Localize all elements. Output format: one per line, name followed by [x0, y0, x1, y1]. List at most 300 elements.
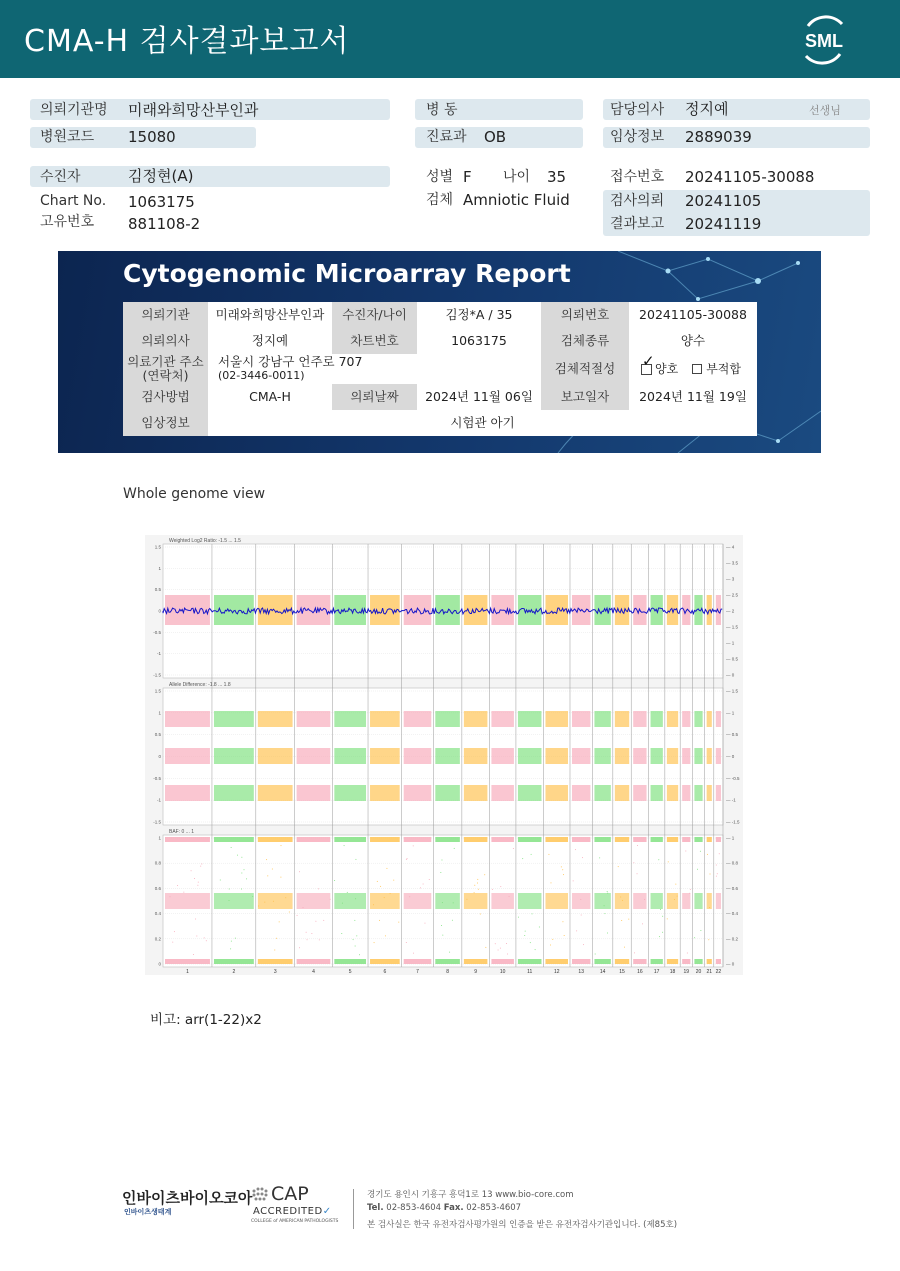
chr-19-baf-top	[682, 837, 690, 842]
brand-subtitle: 인바이츠생태계	[124, 1208, 172, 1216]
chr-1-baf-top	[165, 837, 210, 842]
chr-11-baf-top	[518, 837, 542, 842]
chr-3-baf-top	[258, 837, 293, 842]
clinical-value: 2889039	[685, 128, 752, 146]
chart-header: 차트번호	[332, 328, 417, 354]
brand-name: 인바이츠바이오코아	[122, 1189, 253, 1207]
fax-value: 02-853-4607	[463, 1203, 522, 1213]
chr-10-baf-noise	[498, 949, 499, 950]
chr-21-label: 21	[706, 969, 713, 975]
chart-label: Chart No.	[40, 193, 107, 209]
chr-16-allele-band	[633, 748, 646, 764]
chr-3-baf-noise	[289, 912, 290, 913]
chr-14-baf-noise	[607, 891, 608, 892]
chr-16-baf-noise	[633, 862, 634, 863]
cap-accredited	[253, 1206, 332, 1217]
chr-15-baf-bottom	[615, 959, 629, 964]
patient-name: 김정현(A)	[128, 167, 194, 185]
chr-13-allele-band	[572, 711, 590, 727]
chr-11-log2-band	[518, 595, 542, 625]
chr-17-baf-top	[651, 837, 663, 842]
chr-5-allele-band	[334, 785, 366, 801]
chr-14-baf-noise	[595, 954, 596, 955]
chr-9-baf-bottom	[464, 959, 488, 964]
chr-11-baf-noise	[518, 917, 519, 918]
specimen-value: Amniotic Fluid	[463, 191, 570, 209]
chr-15-allele-band	[615, 711, 629, 727]
footer-certification: 본 검사실은 한국 유전자검사평가원의 인증을 받은 유전자검사기관입니다. (제85호)	[367, 1220, 678, 1230]
chr-6-baf-noise	[385, 935, 386, 936]
ward-label: 병 동	[426, 102, 458, 118]
chr-4-baf-noise	[299, 947, 300, 948]
sml-logo-text: SML	[805, 31, 843, 51]
chr-1-baf-noise	[177, 885, 178, 886]
chr-5-baf-noise	[355, 946, 356, 947]
chr-21-baf-noise	[708, 939, 709, 940]
chr-11-baf-noise	[535, 949, 536, 950]
baf-panel-right-tick: — 0.6	[726, 885, 739, 891]
chr-14-baf-noise	[604, 913, 605, 914]
id-label: 고유번호	[40, 214, 95, 230]
chr-7-baf-noise	[420, 887, 421, 888]
chr-2-baf-noise	[241, 888, 242, 889]
chr-12-label: 12	[553, 969, 560, 975]
chr-12-baf-noise	[548, 854, 549, 855]
log2-ratio-panel-right-tick: — 0	[726, 672, 735, 678]
chr-9-baf-noise	[474, 892, 475, 893]
chr-16-baf-noise	[637, 873, 638, 874]
chr-1-baf-noise	[174, 931, 175, 932]
chr-3-allele-band	[258, 748, 293, 764]
chr-18-baf-top	[667, 837, 678, 842]
chr-12-allele-band	[545, 711, 568, 727]
specimen-type-cell: 양수	[680, 333, 706, 348]
chr-1-baf-noise	[200, 866, 201, 867]
chr-16-baf-bottom	[633, 959, 646, 964]
dept-value: OB	[484, 128, 507, 146]
chart-cell: 1063175	[451, 333, 507, 348]
chr-14-label: 14	[599, 969, 606, 975]
allele-difference-panel-right-tick: — 1	[726, 710, 735, 716]
chr-14-baf-bottom	[594, 959, 610, 964]
chr-2-baf-noise	[237, 855, 238, 856]
chr-2-baf-noise	[220, 879, 221, 880]
address-header-line1: 의료기관 주소	[127, 354, 204, 369]
chr-13-baf-bottom	[572, 959, 590, 964]
chr-3-baf-noise	[285, 897, 286, 898]
chr-9-baf-noise	[478, 889, 479, 890]
chr-20-baf-noise	[700, 851, 701, 852]
patient-label: 수진자	[40, 169, 81, 185]
chr-10-baf-noise	[506, 943, 507, 944]
sex-value: F	[463, 168, 472, 186]
chr-13-allele-band	[572, 748, 590, 764]
sml-logo	[796, 14, 852, 66]
chr-8-baf-noise	[441, 859, 442, 860]
allele-difference-panel-left-tick: -1.5	[153, 819, 161, 825]
chr-2-baf-top	[214, 837, 254, 842]
chr-21-baf-top	[707, 837, 712, 842]
genome-plot	[145, 535, 743, 975]
chr-1-baf-noise	[194, 878, 195, 879]
hospital-value: 미래와희망산부인과	[128, 101, 259, 119]
chr-20-baf-mid	[694, 893, 702, 909]
genome-plot-svg	[145, 535, 743, 975]
chr-6-baf-top	[370, 837, 400, 842]
chr-6-allele-band	[370, 748, 400, 764]
chr-4-baf-noise	[299, 871, 300, 872]
chr-9-baf-mid	[464, 893, 488, 909]
chr-17-label: 17	[653, 969, 660, 975]
chr-7-baf-noise	[413, 953, 414, 954]
chr-14-baf-top	[594, 837, 610, 842]
tel-label: Tel.	[367, 1203, 384, 1213]
allele-difference-panel-title: Allele Difference: -1.8 ... 1.8	[169, 682, 231, 688]
chr-5-baf-noise	[353, 939, 354, 940]
chr-8-allele-band	[435, 748, 460, 764]
chr-3-allele-band	[258, 711, 293, 727]
chr-22-baf-noise	[716, 876, 717, 877]
chr-22-baf-top	[716, 837, 721, 842]
chr-10-baf-noise	[513, 848, 514, 849]
chr-12-baf-noise	[561, 866, 562, 867]
chr-20-baf-top	[694, 837, 702, 842]
chr-7-allele-band	[404, 711, 432, 727]
chr-2-allele-band	[214, 748, 254, 764]
chr-19-allele-band	[682, 785, 690, 801]
chr-1-baf-bottom	[165, 959, 210, 964]
chr-22-baf-bottom	[716, 959, 721, 964]
chr-12-baf-mid	[545, 893, 568, 909]
chr-18-baf-noise	[677, 896, 678, 897]
chr-21-baf-bottom	[707, 959, 712, 964]
chr-19-baf-noise	[687, 952, 688, 953]
chr-18-baf-noise	[668, 861, 669, 862]
chr-6-baf-noise	[398, 922, 399, 923]
chr-16-baf-noise	[644, 899, 645, 900]
chr-18-allele-band	[667, 748, 678, 764]
request-date-header: 의뢰날짜	[332, 384, 417, 410]
chr-5-baf-noise	[347, 892, 348, 893]
chr-4-label: 4	[312, 969, 315, 975]
chr-1-baf-noise	[206, 940, 207, 941]
chr-14-baf-noise	[607, 932, 608, 933]
chr-21-allele-band	[707, 748, 712, 764]
chr-6-baf-noise	[386, 868, 387, 869]
chart-value: 1063175	[128, 193, 195, 211]
chr-6-baf-noise	[393, 880, 394, 881]
chr-19-label: 19	[683, 969, 690, 975]
chr-11-baf-noise	[539, 926, 540, 927]
chr-21-allele-band	[707, 711, 712, 727]
baf-panel-right-tick: — 1	[726, 835, 735, 841]
chr-21-baf-noise	[707, 854, 708, 855]
address-header-line2: (연락처)	[142, 368, 189, 383]
chr-1-baf-noise	[197, 885, 198, 886]
chr-8-baf-noise	[449, 952, 450, 953]
fax-label: Fax.	[443, 1203, 464, 1213]
chr-16-label: 16	[637, 969, 643, 975]
patient-age-cell: 김정*A / 35	[445, 307, 513, 322]
log2-ratio-panel-left-tick: -0.5	[153, 629, 161, 635]
chr-5-baf-noise	[359, 954, 360, 955]
chr-9-allele-band	[464, 785, 488, 801]
clinical-cell: 시험관 아기	[450, 415, 515, 430]
log2-ratio-panel-right-tick: — 2	[726, 608, 735, 614]
chr-3-baf-noise	[258, 905, 259, 906]
chr-1-baf-noise	[195, 919, 196, 920]
address-header	[123, 354, 208, 384]
chr-12-baf-noise	[564, 935, 565, 936]
chr-13-baf-noise	[576, 930, 577, 931]
chr-10-baf-noise	[495, 943, 496, 944]
chr-11-baf-noise	[522, 858, 523, 859]
chr-5-baf-bottom	[334, 959, 366, 964]
chr-12-baf-bottom	[545, 959, 568, 964]
log2-ratio-panel-title: Weighted Log2 Ratio: -1.5 ... 1.5	[169, 538, 241, 544]
chr-7-baf-noise	[424, 923, 425, 924]
allele-difference-panel-right-tick: — -0.5	[726, 775, 740, 781]
chr-19-allele-band	[682, 748, 690, 764]
chr-4-baf-noise	[330, 899, 331, 900]
chr-5-baf-noise	[354, 920, 355, 921]
chr-5-baf-noise	[355, 898, 356, 899]
baf-panel-left-tick: 0.6	[154, 885, 161, 891]
receipt-label: 접수번호	[610, 169, 665, 185]
chr-14-baf-mid	[594, 893, 610, 909]
chr-2-baf-noise	[230, 948, 231, 949]
chr-9-baf-noise	[484, 874, 485, 875]
chr-17-baf-noise	[658, 859, 659, 860]
baf-panel-right-tick: — 0	[726, 961, 735, 967]
chr-3-baf-noise	[272, 868, 273, 869]
chr-7-baf-noise	[406, 859, 407, 860]
chr-9-allele-band	[464, 748, 488, 764]
chr-13-baf-noise	[573, 880, 574, 881]
chr-6-baf-noise	[377, 881, 378, 882]
chr-3-baf-bottom	[258, 959, 293, 964]
chr-3-baf-noise	[281, 845, 282, 846]
chr-15-allele-band	[615, 785, 629, 801]
chr-7-baf-mid	[404, 893, 432, 909]
chr-5-baf-noise	[334, 880, 335, 881]
allele-difference-panel-left-tick: -1	[156, 797, 161, 803]
chr-14-baf-noise	[607, 893, 608, 894]
chr-15-baf-noise	[618, 866, 619, 867]
chr-3-baf-noise	[279, 921, 280, 922]
chr-4-baf-noise	[297, 915, 298, 916]
address-phone: (02-3446-0011)	[218, 369, 305, 382]
chr-13-baf-mid	[572, 893, 590, 909]
chr-12-allele-band	[545, 785, 568, 801]
chr-3-label: 3	[273, 969, 277, 975]
patient-row	[30, 166, 390, 187]
chr-13-baf-noise	[575, 849, 576, 850]
chr-12-baf-noise	[562, 921, 563, 922]
chr-2-label: 2	[232, 969, 236, 975]
chr-20-baf-noise	[694, 937, 695, 938]
log2-ratio-panel-left-tick: -1.5	[153, 672, 161, 678]
chr-18-baf-mid	[667, 893, 678, 909]
chr-3-baf-noise	[267, 875, 268, 876]
baf-panel-right-tick: — 0.8	[726, 860, 739, 866]
chr-10-allele-band	[491, 711, 514, 727]
log2-ratio-panel-right-tick: — 1.5	[726, 624, 739, 630]
chr-14-baf-noise	[604, 905, 605, 906]
chr-8-baf-noise	[440, 872, 441, 873]
chr-22-baf-noise	[716, 864, 717, 865]
report-label: 결과보고	[610, 216, 665, 232]
chr-16-baf-top	[633, 837, 646, 842]
chr-8-baf-noise	[442, 902, 443, 903]
chr-2-baf-noise	[243, 869, 244, 870]
chr-7-baf-noise	[406, 942, 407, 943]
chr-22-label: 22	[715, 969, 722, 975]
chr-20-allele-band	[694, 711, 702, 727]
chr-18-allele-band	[667, 785, 678, 801]
cap-text: CAP	[271, 1183, 309, 1205]
chr-17-baf-noise	[662, 932, 663, 933]
chr-13-label: 13	[578, 969, 584, 975]
baf-panel-title: BAF: 0 ... 1	[169, 829, 195, 835]
chr-7-baf-noise	[423, 883, 424, 884]
adequacy-bad-checkbox	[692, 364, 702, 374]
request-no-header: 의뢰번호	[541, 302, 629, 328]
clinical-header: 임상정보	[123, 410, 208, 436]
chr-2-baf-noise	[231, 847, 232, 848]
method-header: 검사방법	[123, 384, 208, 410]
chr-22-baf-noise	[719, 853, 720, 854]
chr-2-baf-bottom	[214, 959, 254, 964]
chr-14-log2-band	[594, 595, 610, 625]
baf-panel-right-tick: — 0.2	[726, 936, 739, 942]
chr-8-label: 8	[446, 969, 449, 975]
chr-15-baf-noise	[624, 947, 625, 948]
chr-2-baf-noise	[229, 889, 230, 890]
chr-10-baf-top	[491, 837, 514, 842]
chr-8-baf-noise	[453, 902, 454, 903]
log2-ratio-panel-right-tick: — 4	[726, 544, 735, 550]
cap-seal-icon	[251, 1186, 269, 1204]
chr-4-baf-noise	[318, 888, 319, 889]
chr-12-baf-noise	[552, 939, 553, 940]
log2-ratio-panel-right-tick: — 2.5	[726, 592, 739, 598]
doctor-value: 정지예	[685, 100, 729, 118]
chr-15-label: 15	[619, 969, 625, 975]
chr-5-baf-noise	[341, 933, 342, 934]
baf-panel-left-tick: 0.4	[154, 911, 161, 917]
chr-3-allele-band	[258, 785, 293, 801]
adequacy-bad-label: 부적합	[706, 362, 741, 376]
chr-19-baf-noise	[689, 893, 690, 894]
chr-8-log2-band	[435, 595, 460, 625]
chr-4-baf-noise	[311, 933, 312, 934]
chr-6-baf-bottom	[370, 959, 400, 964]
chr-17-allele-band	[651, 748, 663, 764]
chr-18-baf-noise	[667, 918, 668, 919]
chr-2-baf-mid	[214, 893, 254, 909]
allele-difference-panel-right-tick: — -1.5	[726, 819, 740, 825]
log2-ratio-panel-left-tick: 1.5	[154, 544, 161, 550]
hospital-cell: 미래와희망산부인과	[215, 307, 325, 322]
chr-3-baf-mid	[258, 893, 293, 909]
chr-15-baf-noise	[621, 920, 622, 921]
doctor-label: 담당의사	[610, 102, 665, 118]
adequacy-good-label: 양호	[655, 362, 679, 376]
chr-6-baf-noise	[380, 886, 381, 887]
chr-18-baf-bottom	[667, 959, 678, 964]
chr-18-baf-noise	[675, 884, 676, 885]
chr-11-baf-noise	[524, 935, 525, 936]
receipt-value: 20241105-30088	[685, 168, 815, 186]
chr-1-allele-band	[165, 711, 210, 727]
chr-7-log2-band	[404, 595, 432, 625]
chr-9-baf-noise	[477, 879, 478, 880]
chr-18-allele-band	[667, 711, 678, 727]
chr-13-baf-noise	[582, 857, 583, 858]
chr-16-baf-mid	[633, 893, 646, 909]
chr-1-baf-noise	[183, 892, 184, 893]
chr-4-allele-band	[297, 711, 331, 727]
chr-10-baf-bottom	[491, 959, 514, 964]
chr-9-baf-noise	[477, 883, 478, 884]
chr-5-allele-band	[334, 748, 366, 764]
chr-16-baf-noise	[634, 952, 635, 953]
patient-age-header: 수진자/나이	[332, 302, 417, 328]
chr-4-baf-noise	[319, 939, 320, 940]
request-label: 검사의뢰	[610, 193, 665, 209]
chr-6-allele-band	[370, 785, 400, 801]
chr-5-baf-noise	[342, 903, 343, 904]
baf-panel-left-tick: 1	[158, 835, 161, 841]
chr-19-baf-noise	[690, 889, 691, 890]
summary-table	[123, 302, 757, 436]
chr-9-baf-top	[464, 837, 488, 842]
chr-3-baf-noise	[280, 877, 281, 878]
chr-22-allele-band	[716, 785, 721, 801]
hospital-code-label: 병원코드	[40, 129, 95, 145]
chr-2-baf-noise	[228, 900, 229, 901]
chr-6-baf-noise	[374, 942, 375, 943]
hospital-code-value: 15080	[128, 128, 176, 146]
doctor-header: 의뢰의사	[123, 328, 208, 354]
chr-1-baf-noise	[170, 896, 171, 897]
chr-4-baf-noise	[306, 932, 307, 933]
age-label: 나이	[503, 169, 531, 185]
chr-21-allele-band	[707, 785, 712, 801]
chr-22-baf-mid	[716, 893, 721, 909]
chr-3-baf-noise	[276, 938, 277, 939]
chr-19-allele-band	[682, 711, 690, 727]
chr-16-allele-band	[633, 785, 646, 801]
allele-difference-panel-right-tick: — 0.5	[726, 732, 739, 738]
chr-2-baf-noise	[246, 878, 247, 879]
chr-9-baf-noise	[480, 913, 481, 914]
chr-18-baf-noise	[674, 899, 675, 900]
chr-18-label: 18	[669, 969, 676, 975]
hospital-label: 의뢰기관명	[40, 102, 108, 118]
baf-panel-left-tick: 0	[158, 961, 161, 967]
chr-12-baf-noise	[550, 944, 551, 945]
chr-8-baf-noise	[454, 848, 455, 849]
chr-6-baf-noise	[390, 893, 391, 894]
sex-label: 성별	[426, 169, 454, 185]
allele-difference-panel-right-tick: — 1.5	[726, 688, 739, 694]
chr-20-baf-noise	[700, 930, 701, 931]
chr-12-baf-noise	[562, 869, 563, 870]
chr-2-baf-noise	[235, 938, 236, 939]
chr-15-baf-noise	[620, 896, 621, 897]
